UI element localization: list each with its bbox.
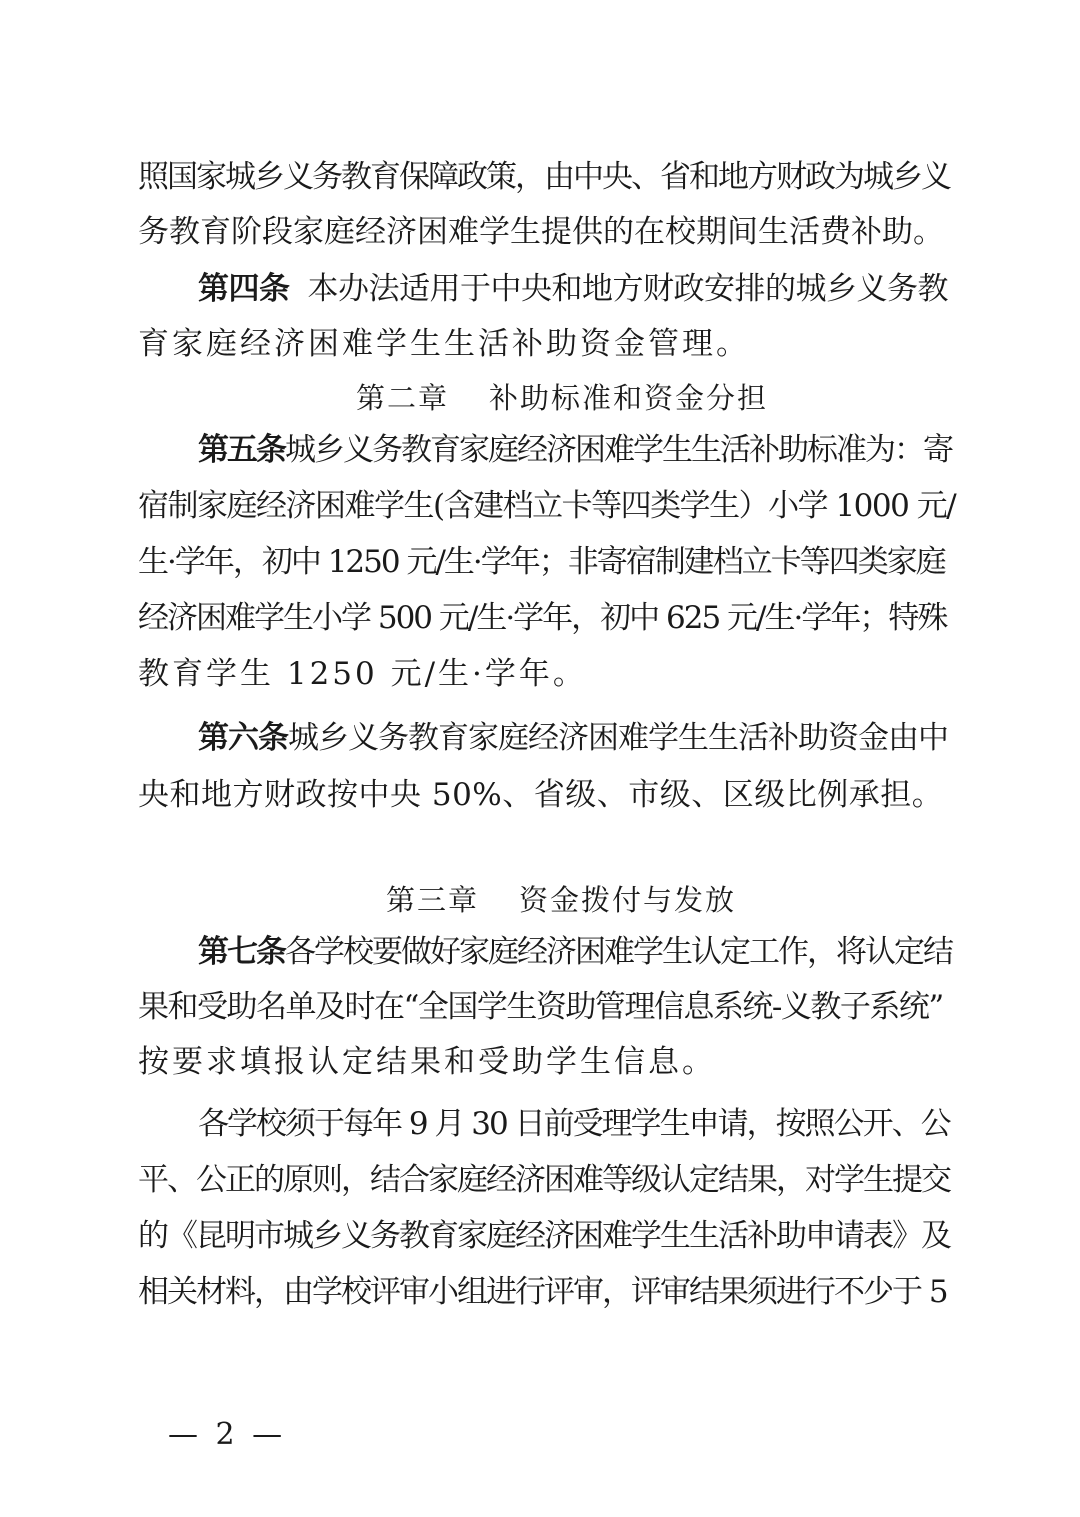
article-7 [198,932,952,972]
article-label: 第六条 [198,720,288,756]
text-line: 果和受助名单及时在“全国学生资助管理信息系统-义教子系统” [138,989,943,1025]
text-line: 央和地方财政按中央 50%、省级、市级、区级比例承担。 [138,777,944,813]
article-label: 第七条 [198,934,285,970]
article-label: 第五条 [198,432,285,468]
text-line: 的《昆明市城乡义务教育家庭经济困难学生生活补助申请表》及 [138,1218,950,1254]
paragraph-first-line: 各学校须于每年 9 月 30 日前受理学生申请，按照公开、公 [198,1106,950,1142]
article-text: 城乡义务教育家庭经济困难学生生活补助标准为：寄 [285,432,952,468]
article-text: 本办法适用于中央和地方财政安排的城乡义务教 [307,271,948,307]
text-line: 按要求填报认定结果和受助学生信息。 [138,1044,716,1080]
article-5 [198,430,952,470]
article-label: 第四条 [198,271,290,307]
text-line: 务教育阶段家庭经济困难学生提供的在校期间生活费补助。 [138,214,944,250]
article-text: 各学校要做好家庭经济困难学生认定工作，将认定结 [285,934,952,970]
article-6 [198,718,948,758]
text-line: 宿制家庭经济困难学生(含建档立卡等四类学生）小学 1000 元/ [138,488,956,524]
text-line: 经济困难学生小学 500 元/生·学年，初中 625 元/生·学年；特殊 [138,600,947,636]
chapter-heading [386,880,736,920]
chapter-label: 第二章 [356,381,450,415]
chapter-title: 资金拨付与发放 [519,883,737,917]
chapter-label: 第三章 [386,883,480,917]
text-line: 生·学年，初中 1250 元/生·学年；非寄宿制建档立卡等四类家庭 [138,544,945,580]
text-line: 相关材料，由学校评审小组进行评审，评审结果须进行不少于 5 [138,1274,947,1310]
article-text: 城乡义务教育家庭经济困难学生生活补助资金由中 [288,720,948,756]
text-line: 教育学生 1250 元/生·学年。 [138,656,587,692]
text-line: 育家庭经济困难学生生活补助资金管理。 [138,326,750,362]
text-line: 平、公正的原则，结合家庭经济困难等级认定结果，对学生提交 [138,1162,950,1198]
chapter-heading [356,378,768,418]
text-line: 照国家城乡义务教育保障政策，由中央、省和地方财政为城乡义 [138,159,950,195]
article-4 [198,269,948,309]
page-number: — 2 — [168,1417,287,1452]
chapter-title: 补助标准和资金分担 [489,381,769,415]
